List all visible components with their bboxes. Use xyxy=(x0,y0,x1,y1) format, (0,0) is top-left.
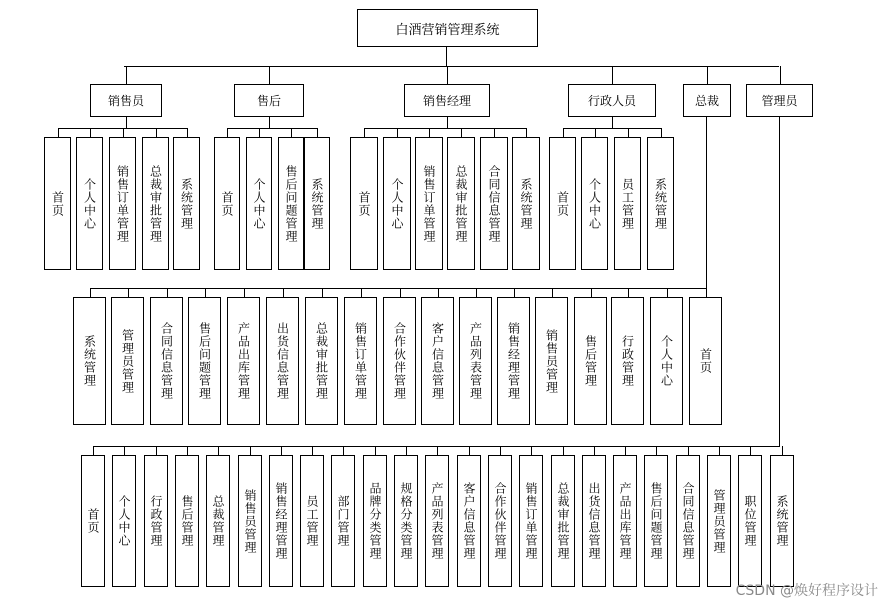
leaf-stem xyxy=(628,288,629,297)
leaf-salesperson-4: 系统管理 xyxy=(173,137,200,270)
role-stem xyxy=(707,66,708,84)
leaf-sales-manager-4: 合同信息管理 xyxy=(480,137,508,270)
leaf-administrator-16: 出货信息管理 xyxy=(582,455,606,587)
leaf-stem xyxy=(628,128,629,137)
leaf-sales-manager-5: 系统管理 xyxy=(512,137,540,270)
leaf-administrator-15: 总裁审批管理 xyxy=(551,455,575,587)
leaf-administrator-7: 员工管理 xyxy=(300,455,324,587)
leaf-stem xyxy=(227,128,228,137)
leaf-stem xyxy=(476,288,477,297)
role-after-sales: 售后 xyxy=(234,84,304,117)
root-node: 白酒营销管理系统 xyxy=(357,9,538,47)
role-sales-manager: 销售经理 xyxy=(404,84,490,117)
leaf-president-13: 售后管理 xyxy=(574,297,607,425)
leaf-stem xyxy=(187,128,188,137)
leaf-stem xyxy=(438,288,439,297)
watermark: CSDN @焕好程序设计 xyxy=(735,583,878,599)
leaf-stem xyxy=(400,288,401,297)
leaf-stem xyxy=(469,446,470,455)
leaf-stem xyxy=(90,128,91,137)
president-bus xyxy=(90,288,707,289)
leaf-president-12: 销售员管理 xyxy=(535,297,568,425)
leaf-stem xyxy=(429,128,430,137)
leaf-administrator-12: 客户信息管理 xyxy=(457,455,481,587)
group-stem xyxy=(447,117,448,128)
group-bus xyxy=(563,128,662,129)
leaf-stem xyxy=(719,446,720,455)
leaf-administrator-8: 部门管理 xyxy=(331,455,355,587)
leaf-president-3: 售后问题管理 xyxy=(188,297,221,425)
leaf-stem xyxy=(250,446,251,455)
leaf-stem xyxy=(494,128,495,137)
leaf-stem xyxy=(514,288,515,297)
role-salesperson: 销售员 xyxy=(90,84,162,117)
role-administrator: 管理员 xyxy=(746,84,813,117)
leaf-administrator-14: 销售订单管理 xyxy=(519,455,543,587)
leaf-salesperson-3: 总裁审批管理 xyxy=(142,137,169,270)
leaf-after-sales-3: 系统管理 xyxy=(304,137,330,270)
role-stem xyxy=(612,66,613,84)
leaf-stem xyxy=(259,128,260,137)
role-stem xyxy=(780,66,781,84)
leaf-stem xyxy=(661,128,662,137)
leaf-administrator-17: 产品出库管理 xyxy=(613,455,637,587)
leaf-stem xyxy=(361,288,362,297)
leaf-stem xyxy=(526,128,527,137)
leaf-after-sales-1: 个人中心 xyxy=(246,137,272,270)
leaf-stem xyxy=(281,446,282,455)
president-stem xyxy=(706,117,707,288)
leaf-stem xyxy=(317,128,318,137)
leaf-stem xyxy=(187,446,188,455)
leaf-administrator-4: 总裁管理 xyxy=(206,455,230,587)
leaf-stem xyxy=(156,128,157,137)
group-bus xyxy=(364,128,527,129)
leaf-stem xyxy=(90,288,91,297)
leaf-stem xyxy=(93,446,94,455)
leaf-administrator-0: 首页 xyxy=(81,455,105,587)
leaf-president-14: 行政管理 xyxy=(611,297,644,425)
leaf-stem xyxy=(594,446,595,455)
leaf-stem xyxy=(552,288,553,297)
leaf-stem xyxy=(124,446,125,455)
leaf-stem xyxy=(123,128,124,137)
leaf-salesperson-0: 首页 xyxy=(44,137,71,270)
leaf-president-1: 管理员管理 xyxy=(111,297,144,425)
leaf-stem xyxy=(322,288,323,297)
leaf-stem xyxy=(343,446,344,455)
leaf-president-0: 系统管理 xyxy=(73,297,106,425)
leaf-president-16: 首页 xyxy=(689,297,722,425)
leaf-administrator-3: 售后管理 xyxy=(175,455,199,587)
group-stem xyxy=(126,117,127,128)
leaf-stem xyxy=(595,128,596,137)
leaf-sales-manager-3: 总裁审批管理 xyxy=(447,137,475,270)
leaf-stem xyxy=(437,446,438,455)
leaf-administrator-22: 系统管理 xyxy=(770,455,794,587)
group-bus xyxy=(227,128,318,129)
leaf-administrator-1: 个人中心 xyxy=(112,455,136,587)
leaf-administrator-2: 行政管理 xyxy=(144,455,168,587)
leaf-stem xyxy=(156,446,157,455)
role-stem xyxy=(447,66,448,84)
leaf-president-11: 销售经理管理 xyxy=(497,297,530,425)
leaf-administrator-9: 品牌分类管理 xyxy=(363,455,387,587)
leaf-administrator-19: 合同信息管理 xyxy=(676,455,700,587)
root-stem xyxy=(446,47,447,66)
leaf-sales-manager-1: 个人中心 xyxy=(383,137,411,270)
role-stem xyxy=(126,66,127,84)
leaf-stem xyxy=(244,288,245,297)
leaf-administrator-6: 销售经理管理 xyxy=(269,455,293,587)
leaf-stem xyxy=(461,128,462,137)
leaf-president-15: 个人中心 xyxy=(650,297,683,425)
leaf-administrator-5: 销售员管理 xyxy=(238,455,262,587)
leaf-administrator-10: 规格分类管理 xyxy=(394,455,418,587)
leaf-stem xyxy=(782,446,783,455)
administrator-stem xyxy=(779,117,780,446)
leaf-salesperson-1: 个人中心 xyxy=(76,137,103,270)
role-stem xyxy=(269,66,270,84)
leaf-stem xyxy=(406,446,407,455)
leaf-stem xyxy=(205,288,206,297)
leaf-stem xyxy=(563,128,564,137)
leaf-admin-staff-0: 首页 xyxy=(549,137,576,270)
leaf-president-5: 出货信息管理 xyxy=(266,297,299,425)
leaf-stem xyxy=(364,128,365,137)
leaf-sales-manager-0: 首页 xyxy=(350,137,378,270)
leaf-admin-staff-3: 系统管理 xyxy=(647,137,674,270)
leaf-president-9: 客户信息管理 xyxy=(421,297,454,425)
leaf-stem xyxy=(283,288,284,297)
leaf-stem xyxy=(375,446,376,455)
leaf-stem xyxy=(531,446,532,455)
leaf-administrator-11: 产品列表管理 xyxy=(425,455,449,587)
leaf-stem xyxy=(706,288,707,297)
role-president: 总裁 xyxy=(683,84,731,117)
leaf-president-7: 销售订单管理 xyxy=(344,297,377,425)
leaf-stem xyxy=(591,288,592,297)
leaf-stem xyxy=(312,446,313,455)
leaf-president-8: 合作伙伴管理 xyxy=(383,297,416,425)
leaf-president-2: 合同信息管理 xyxy=(150,297,183,425)
leaf-after-sales-0: 首页 xyxy=(214,137,240,270)
leaf-stem xyxy=(625,446,626,455)
leaf-administrator-20: 管理员管理 xyxy=(707,455,731,587)
leaf-stem xyxy=(128,288,129,297)
leaf-salesperson-2: 销售订单管理 xyxy=(109,137,136,270)
leaf-administrator-13: 合作伙伴管理 xyxy=(488,455,512,587)
leaf-stem xyxy=(58,128,59,137)
group-stem xyxy=(612,117,613,128)
leaf-president-6: 总裁审批管理 xyxy=(305,297,338,425)
leaf-sales-manager-2: 销售订单管理 xyxy=(415,137,443,270)
leaf-stem xyxy=(291,128,292,137)
group-stem xyxy=(269,117,270,128)
leaf-stem xyxy=(397,128,398,137)
leaf-administrator-18: 售后问题管理 xyxy=(644,455,668,587)
leaf-admin-staff-1: 个人中心 xyxy=(581,137,608,270)
leaf-after-sales-2: 售后问题管理 xyxy=(278,137,304,270)
leaf-stem xyxy=(500,446,501,455)
root-bus xyxy=(124,66,779,67)
leaf-president-10: 产品列表管理 xyxy=(459,297,492,425)
leaf-stem xyxy=(563,446,564,455)
leaf-stem xyxy=(688,446,689,455)
leaf-admin-staff-2: 员工管理 xyxy=(614,137,641,270)
leaf-president-4: 产品出库管理 xyxy=(227,297,260,425)
leaf-stem xyxy=(667,288,668,297)
leaf-stem xyxy=(656,446,657,455)
role-admin-staff: 行政人员 xyxy=(568,84,656,117)
leaf-stem xyxy=(167,288,168,297)
leaf-administrator-21: 职位管理 xyxy=(738,455,762,587)
leaf-stem xyxy=(750,446,751,455)
leaf-stem xyxy=(218,446,219,455)
